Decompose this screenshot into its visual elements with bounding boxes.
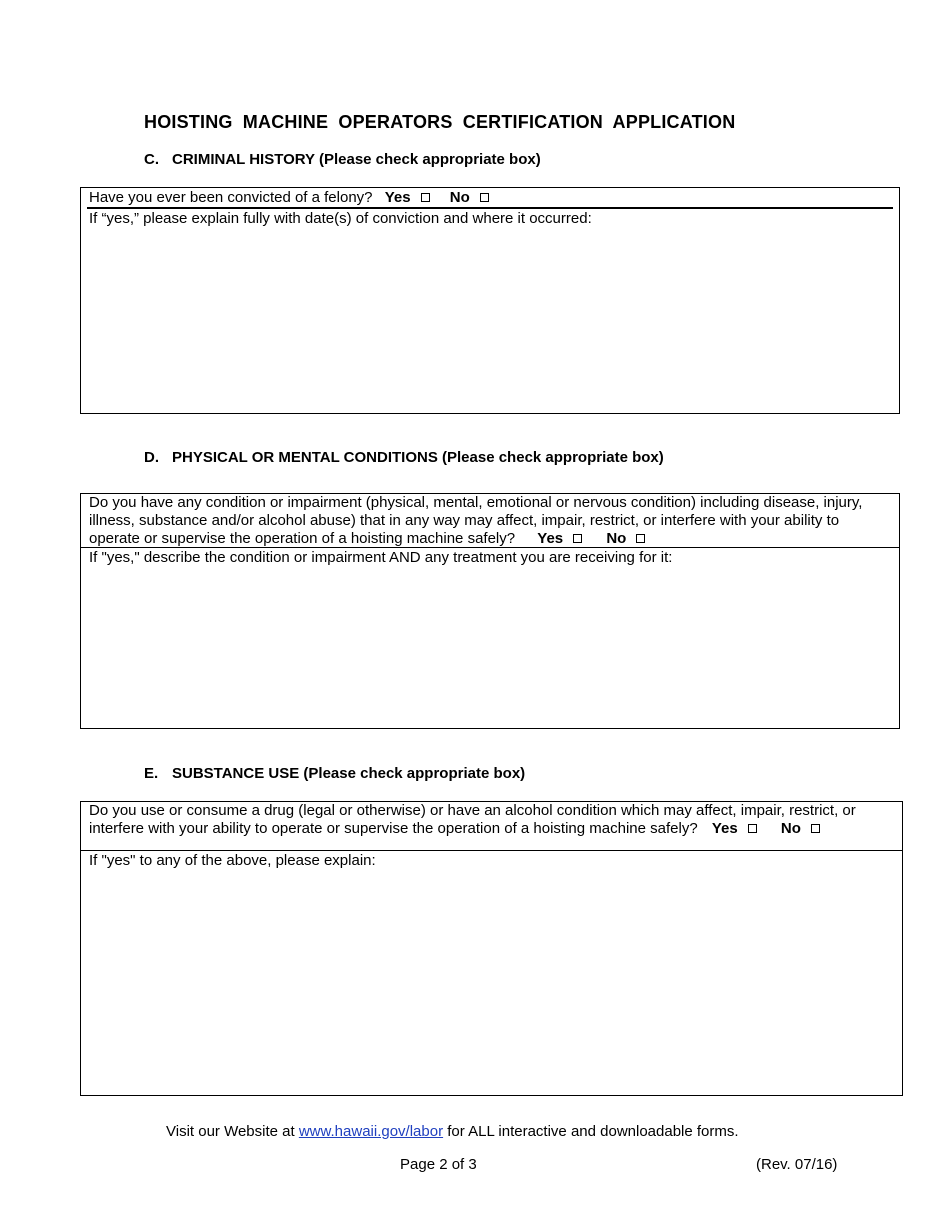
criminal-history-box <box>80 187 900 414</box>
substance-yes-label: Yes <box>711 820 738 837</box>
condition-question <box>89 494 862 548</box>
substance-use-box <box>80 801 903 1096</box>
substance-question-line-2-text: interfere with your ability to operate or supervise the operation of a hoisting machine safely? <box>89 820 698 837</box>
substance-question-line-2 <box>89 820 856 838</box>
felony-no-checkbox[interactable] <box>480 193 489 202</box>
condition-question-line-3-text: operate or supervise the operation of a hoisting machine safely? <box>89 530 516 547</box>
felony-explain-label: If “yes,” please explain fully with date(s) of conviction and where it occurred: <box>89 210 592 227</box>
felony-question-row <box>89 189 495 206</box>
substance-explain-label: If "yes" to any of the above, please explain: <box>89 852 376 869</box>
section-c-heading-text: CRIMINAL HISTORY (Please check appropriate box) <box>172 151 541 168</box>
felony-yes-checkbox[interactable] <box>421 193 430 202</box>
substance-question <box>89 802 856 838</box>
condition-yes-checkbox[interactable] <box>573 534 582 543</box>
page-number: Page 2 of 3 <box>400 1156 477 1173</box>
condition-question-line-1: Do you have any condition or impairment (physical, mental, emotional or nervous condition) including disease, injury, <box>89 494 863 511</box>
felony-question: Have you ever been convicted of a felony? <box>89 189 373 206</box>
condition-yes-label: Yes <box>537 530 564 547</box>
section-d-divider <box>81 547 899 548</box>
section-d-heading-text: PHYSICAL OR MENTAL CONDITIONS (Please check appropriate box) <box>172 449 664 466</box>
revision-date: (Rev. 07/16) <box>756 1156 838 1173</box>
substance-question-line-1: Do you use or consume a drug (legal or otherwise) or have an alcohol condition which may affect, impair, restrict, or <box>89 802 856 819</box>
felony-no-label: No <box>449 189 470 206</box>
condition-question-line-2: illness, substance and/or alcohol abuse) that in any way may affect, impair, restrict, or interfere with your ability to <box>89 512 840 529</box>
section-c-letter: C. <box>144 151 159 168</box>
section-e-divider <box>81 850 902 851</box>
section-d-letter: D. <box>144 449 159 466</box>
section-e-heading-text: SUBSTANCE USE (Please check appropriate box) <box>172 765 526 782</box>
substance-no-label: No <box>780 820 801 837</box>
condition-question-line-3 <box>89 530 862 548</box>
condition-explain-label: If "yes," describe the condition or impairment AND any treatment you are receiving for it: <box>89 549 673 566</box>
substance-explanation-field[interactable] <box>81 872 902 1095</box>
section-e-letter: E. <box>144 765 159 782</box>
felony-yes-label: Yes <box>384 189 411 206</box>
section-d-heading <box>144 449 664 466</box>
section-c-divider <box>87 207 893 209</box>
physical-mental-box <box>80 493 900 729</box>
substance-yes-checkbox[interactable] <box>748 824 757 833</box>
substance-no-checkbox[interactable] <box>811 824 820 833</box>
felony-explanation-field[interactable] <box>81 230 899 413</box>
footer-website-note <box>166 1123 739 1140</box>
condition-explanation-field[interactable] <box>81 569 899 728</box>
condition-no-label: No <box>606 530 627 547</box>
section-c-heading <box>144 151 541 168</box>
footer-visit-suffix: for ALL interactive and downloadable forms. <box>443 1123 739 1140</box>
condition-no-checkbox[interactable] <box>636 534 645 543</box>
footer-visit-prefix: Visit our Website at <box>166 1123 299 1140</box>
website-link[interactable]: www.hawaii.gov/labor <box>298 1123 444 1140</box>
form-title: HOISTING MACHINE OPERATORS CERTIFICATION APPLICATION <box>144 112 736 132</box>
section-e-heading <box>144 765 525 782</box>
